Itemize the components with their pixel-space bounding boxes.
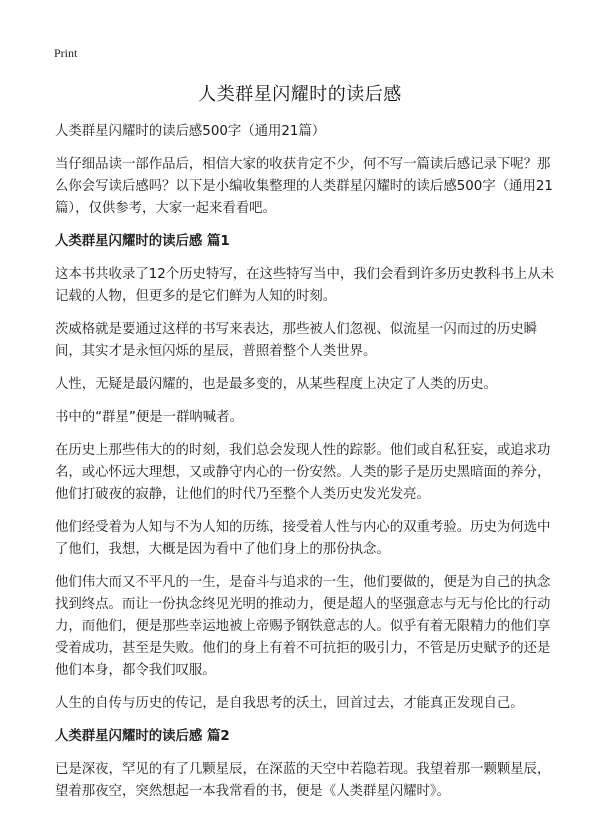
article-subtitle: 人类群星闪耀时的读后感500字（通用21篇） <box>55 124 326 139</box>
paragraph: 在历史上那些伟大的的时刻，我们总会发现人性的踪影。他们或自私狂妄，或追求功名，或心怀远大理想，又或静守内心的一份安然。人类的影子是历史黑暗面的养分，他们打破夜的寂静，让他们的时代乃至整个人类历史发光发亮。 <box>55 443 551 502</box>
paragraph: 人生的自传与历史的传记，是自我思考的沃土，回首过去，才能真正发现自己。 <box>55 696 524 711</box>
paragraph: 人性，无疑是最闪耀的，也是最多变的，从某些程度上决定了人类的历史。 <box>55 377 497 392</box>
paragraph: 这本书共收录了12个历史特写，在这些特写当中，我们会看到许多历史教科书上从未记载的人物，但更多的是它们鲜为人知的时刻。 <box>55 267 555 304</box>
article-body <box>55 121 560 814</box>
section-heading-1: 人类群星闪耀时的读后感 篇1 <box>55 234 230 249</box>
paragraph: 他们经受着为人知与不为人知的历练，接受着人性与内心的双重考验。历史为何选中了他们，我想，大概是因为看中了他们身上的那份执念。 <box>55 520 551 557</box>
section-heading-2: 人类群星闪耀时的读后感 篇2 <box>55 729 230 744</box>
intro-paragraph: 当仔细品读一部作品后，相信大家的收获肯定不少，何不写一篇读后感记录下呢？那么你会写读后感吗？以下是小编收集整理的人类群星闪耀时的读后感500字（通用21篇），仅供参考，大家一起来看看吧。 <box>55 157 553 216</box>
paragraph: 他们伟大而又不平凡的一生，是奋斗与追求的一生，他们要做的，便是为自己的执念找到终点。而让一份执念终见光明的推动力，便是超人的坚强意志与无与伦比的行动力，而他们，便是那些幸运地被上帝赐予钢铁意志的人。似乎有着无限精力的他们享受着成功，甚至是失败。他们的身上有着不可抗拒的吸引力，不管是历史赋予的还是他们本身，都令我们叹服。 <box>55 575 551 678</box>
page-title: 人类群星闪耀时的读后感 <box>198 84 402 105</box>
paragraph: 茨威格就是要通过这样的书写来表达，那些被人们忽视、似流星一闪而过的历史瞬间，其实才是永恒闪烁的星辰，普照着整个人类世界。 <box>55 322 538 359</box>
paragraph: 已是深夜，罕见的有了几颗星辰，在深蓝的天空中若隐若现。我望着那一颗颗星辰，望着那夜空，突然想起一本我常看的书，便是《人类群星闪耀时》。 <box>55 762 551 799</box>
paragraph: 书中的“群星”便是一群呐喊者。 <box>55 410 243 425</box>
print-link[interactable]: Print <box>54 46 78 60</box>
